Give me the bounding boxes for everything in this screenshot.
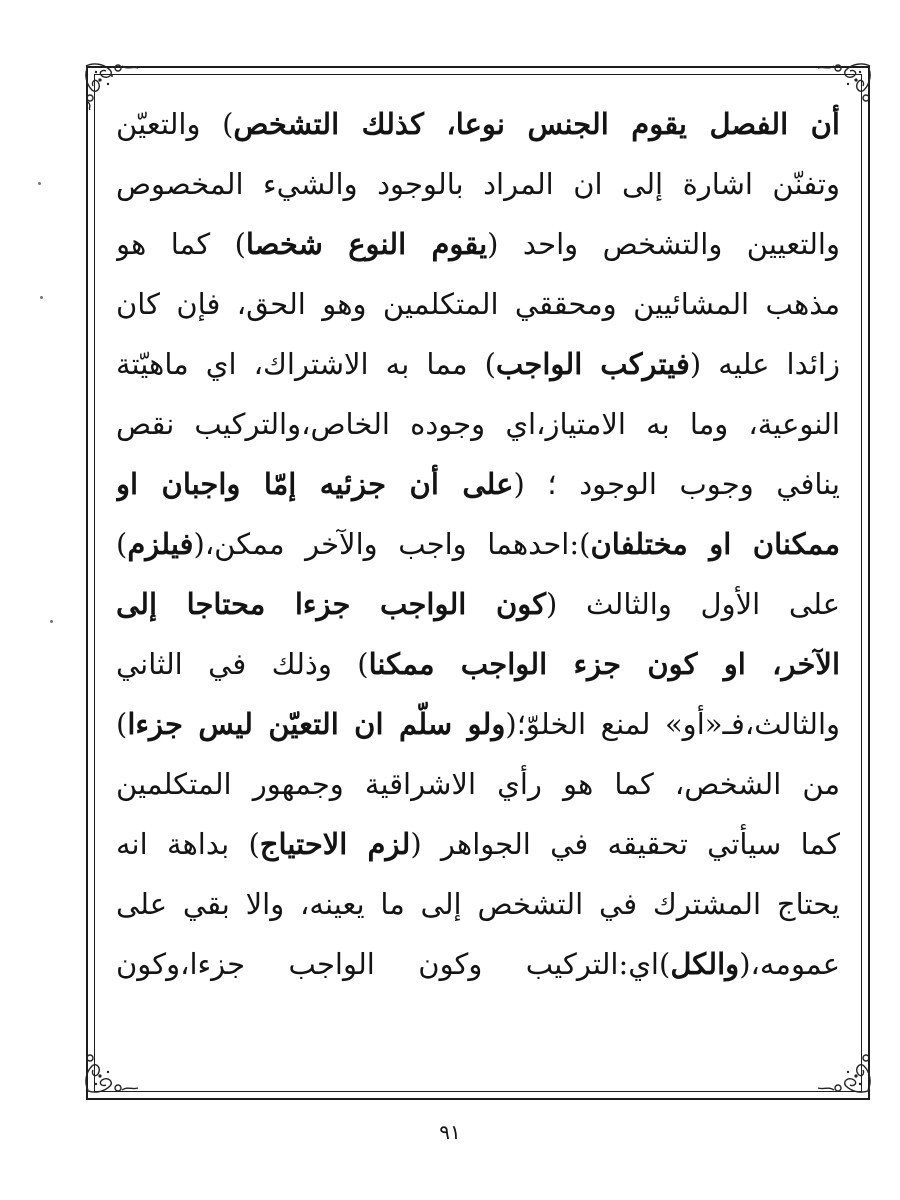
scan-speck bbox=[50, 620, 53, 623]
text-line: يحتاج المشترك في التشخص إلى ما يعينه، والا بقي على bbox=[116, 887, 840, 921]
bold-phrase: يقوم النوع شخصا bbox=[245, 227, 488, 261]
text-line: على الأول والثالث (كون الواجب جزءا محتاجا إلى bbox=[116, 587, 840, 621]
body-text bbox=[116, 94, 840, 994]
text-line: ممكنان او مختلفان):احدهما واجب والآخر ممكن،(فيلزم) bbox=[116, 527, 840, 561]
text-line: والثالث،فـ«أو» لمنع الخلوّ؛(ولو سلّم ان التعيّن ليس جزءا) bbox=[116, 707, 840, 741]
bold-phrase: لزم الاحتياج bbox=[259, 827, 411, 861]
bold-phrase: ولو سلّم ان التعيّن ليس جزءا bbox=[127, 707, 506, 741]
text-line: أن الفصل يقوم الجنس نوعا، كذلك التشخص) والتعيّن bbox=[116, 107, 840, 141]
bold-phrase: والكل bbox=[670, 947, 740, 981]
bold-phrase: على أن جزئيه إمّا واجبان او bbox=[116, 467, 514, 501]
bold-phrase: الآخر، او كون جزء الواجب ممكنا bbox=[368, 647, 840, 681]
text-line: عمومه،(والكل)اي:التركيب وكون الواجب جزءا،وكون bbox=[116, 947, 840, 981]
corner-ornament-icon bbox=[82, 1046, 142, 1096]
bold-phrase: فيلزم bbox=[127, 527, 194, 561]
text-line: من الشخص، كما هو رأي الاشراقية وجمهور المتكلمين bbox=[116, 767, 840, 801]
bold-phrase: فيتركب الواجب bbox=[495, 347, 690, 381]
scan-speck bbox=[40, 296, 43, 299]
text-line: الآخر، او كون جزء الواجب ممكنا) وذلك في الثاني bbox=[116, 647, 840, 681]
page-number: ٩١ bbox=[439, 1120, 461, 1144]
text-line: النوعية، وما به الامتياز،اي وجوده الخاص،والتركيب نقص bbox=[116, 407, 840, 441]
bold-phrase: ممكنان او مختلفان bbox=[590, 527, 840, 561]
text-line: وتفنّن اشارة إلى ان المراد بالوجود والشيء المخصوص bbox=[116, 167, 840, 201]
text-line: ينافي وجوب الوجود ؛ (على أن جزئيه إمّا واجبان او bbox=[116, 467, 840, 501]
corner-ornament-icon bbox=[814, 1046, 874, 1096]
bold-phrase: كون الواجب جزءا محتاجا إلى bbox=[116, 587, 547, 621]
text-line: مذهب المشائيين ومحققي المتكلمين وهو الحق، فإن كان bbox=[116, 287, 840, 321]
text-line: زائدا عليه (فيتركب الواجب) مما به الاشتراك، اي ماهيّتة bbox=[116, 347, 840, 381]
text-line: كما سيأتي تحقيقه في الجواهر (لزم الاحتياج) بداهة انه bbox=[116, 827, 840, 861]
scan-speck bbox=[38, 182, 41, 185]
text-line: والتعيين والتشخص واحد (يقوم النوع شخصا) كما هو bbox=[116, 227, 840, 261]
bold-phrase: أن الفصل يقوم الجنس نوعا، كذلك التشخص bbox=[233, 107, 840, 141]
